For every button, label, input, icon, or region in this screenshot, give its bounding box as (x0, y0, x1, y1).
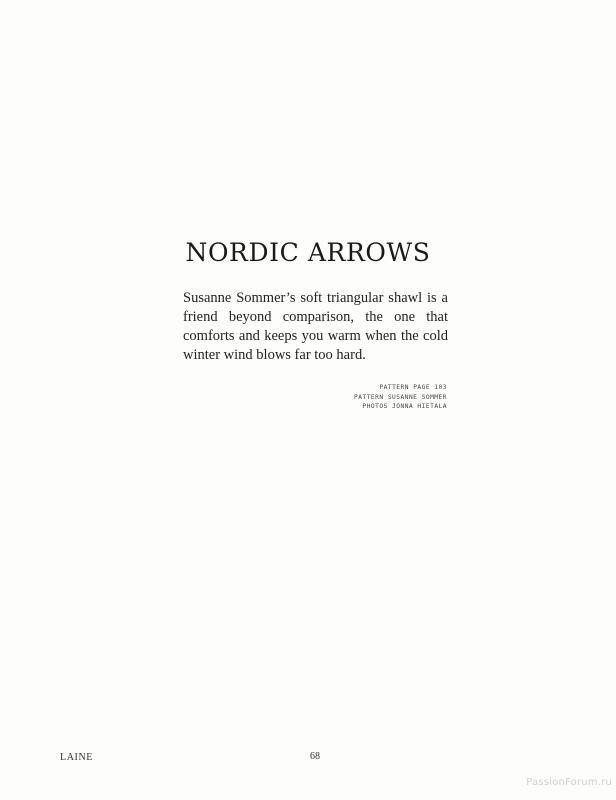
watermark: PassionForum.ru (526, 777, 612, 788)
article-title: NORDIC ARROWS (185, 238, 431, 267)
article-credits (300, 383, 447, 412)
magazine-name: LAINE (60, 752, 93, 763)
page-number: 68 (310, 751, 320, 762)
credit-photographer: PHOTOS JONNA HIETALA (362, 403, 447, 410)
credit-pattern-designer: PATTERN SUSANNE SOMMER (354, 393, 447, 401)
credit-pattern-page: PATTERN PAGE 103 (379, 384, 447, 391)
article-intro: Susanne Sommer’s soft triangular shawl is a friend beyond comparison, the one that comforts and keeps you warm when the cold winter wind blows far too hard. (183, 290, 448, 363)
